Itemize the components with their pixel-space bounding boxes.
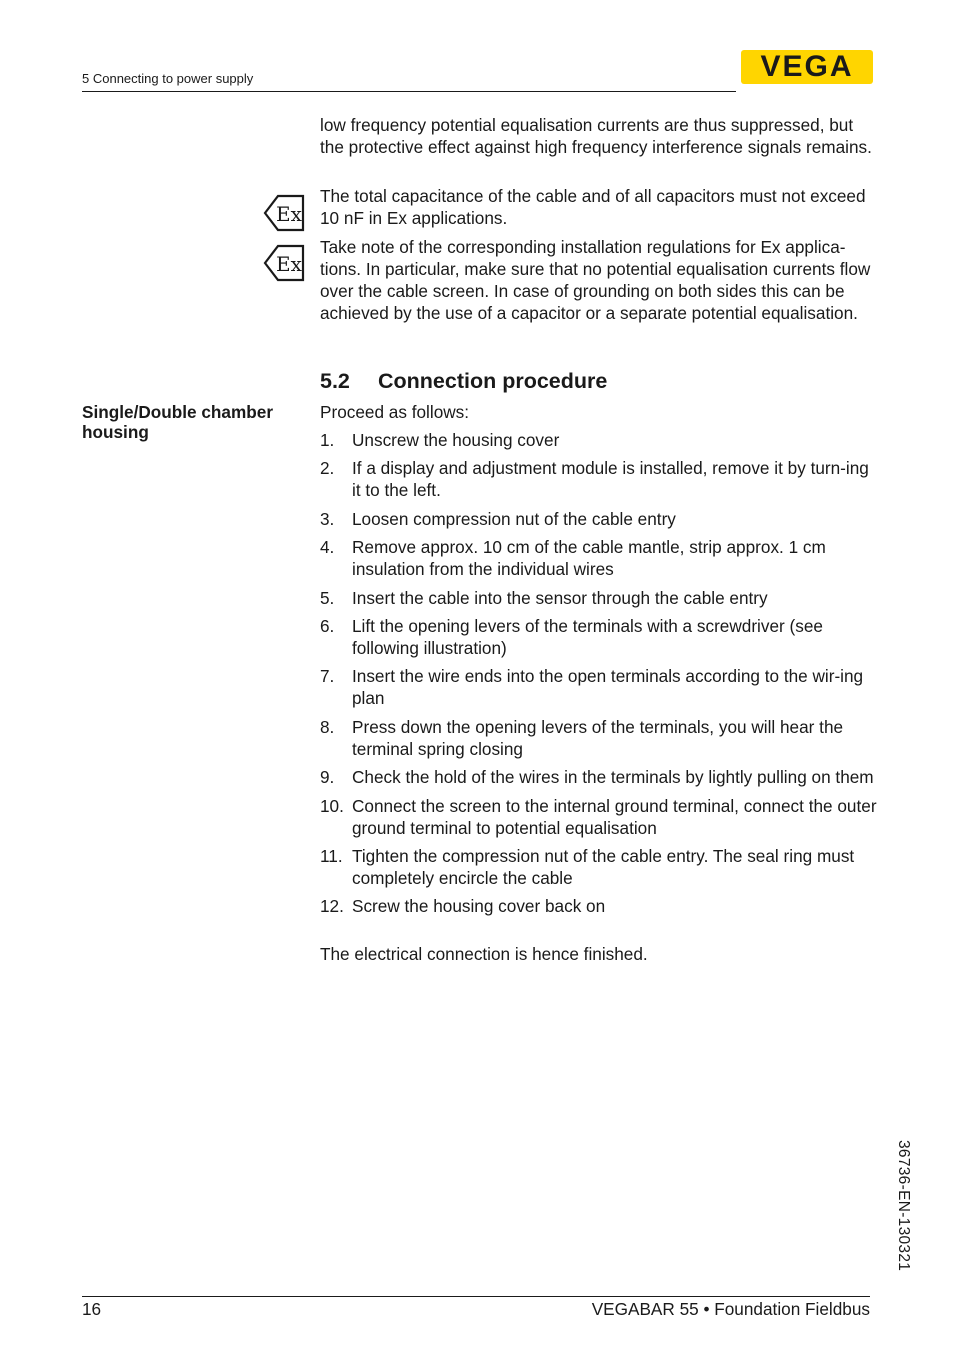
closing-text: The electrical connection is hence finished.: [320, 944, 648, 964]
list-item: 1. Unscrew the housing cover: [320, 430, 560, 450]
header-rule: [82, 91, 736, 92]
intro-paragraph: low frequency potential equalisation currents are thus suppressed, but the protective effect against high frequency interference signals remains.: [320, 115, 872, 157]
section-number: 5.2: [320, 369, 350, 393]
list-item: 9. Check the hold of the wires in the terminals by lightly pulling on them: [320, 767, 874, 788]
doc-code: 36736-EN-130321: [895, 1140, 912, 1272]
lead-text: Proceed as follows:: [320, 402, 470, 422]
page-number: 16: [82, 1299, 102, 1319]
list-item: 11. Tighten the compression nut of the cable entry. The seal ring must completely encircle the cable: [320, 845, 855, 888]
vega-logo: VEGA: [741, 50, 873, 84]
list-item: 12. Screw the housing cover back on: [320, 896, 606, 917]
header-section-title: 5 Connecting to power supply: [82, 71, 254, 86]
svg-text:Ex: Ex: [276, 202, 302, 226]
ex-note-capacitance: The total capacitance of the cable and of all capacitors must not exceed 10 nF in Ex applications.: [320, 186, 866, 228]
section-title: Connection procedure: [378, 369, 608, 393]
list-item: 6. Lift the opening levers of the terminals with a screwdriver (see following illustration): [320, 615, 823, 658]
side-label: Single/Double chamber housing: [82, 402, 274, 442]
list-item: 2. If a display and adjustment module is installed, remove it by turn-ing it to the left.: [320, 458, 869, 501]
section-heading: [320, 369, 607, 394]
footer-rule: [82, 1296, 870, 1297]
list-item: 3. Loosen compression nut of the cable entry: [320, 508, 676, 529]
list-item: 7. Insert the wire ends into the open terminals according to the wir-ing plan: [320, 666, 864, 709]
ex-protection-icon: [263, 194, 305, 232]
product-name: VEGABAR 55 • Foundation Fieldbus: [591, 1299, 870, 1319]
step-list: [320, 429, 880, 924]
list-item: 8. Press down the opening levers of the terminals, you will hear the terminal spring closing: [320, 716, 844, 759]
ex-protection-icon: [263, 244, 305, 282]
svg-text:Ex: Ex: [276, 252, 302, 276]
ex-note-installation: Take note of the corresponding installation regulations for Ex applica-tions. In particular, make sure that no potential equalisation currents flow over the cable screen. In case of grounding on both sides this can be achieved by the use of a capacitor or a separate potential equalisation.: [320, 237, 871, 323]
list-item: 10. Connect the screen to the internal ground terminal, connect the outer ground terminal to potential equalisation: [320, 795, 877, 838]
list-item: 4. Remove approx. 10 cm of the cable mantle, strip approx. 1 cm insulation from the individual wires: [320, 537, 826, 580]
list-item: 5. Insert the cable into the sensor through the cable entry: [320, 587, 768, 608]
